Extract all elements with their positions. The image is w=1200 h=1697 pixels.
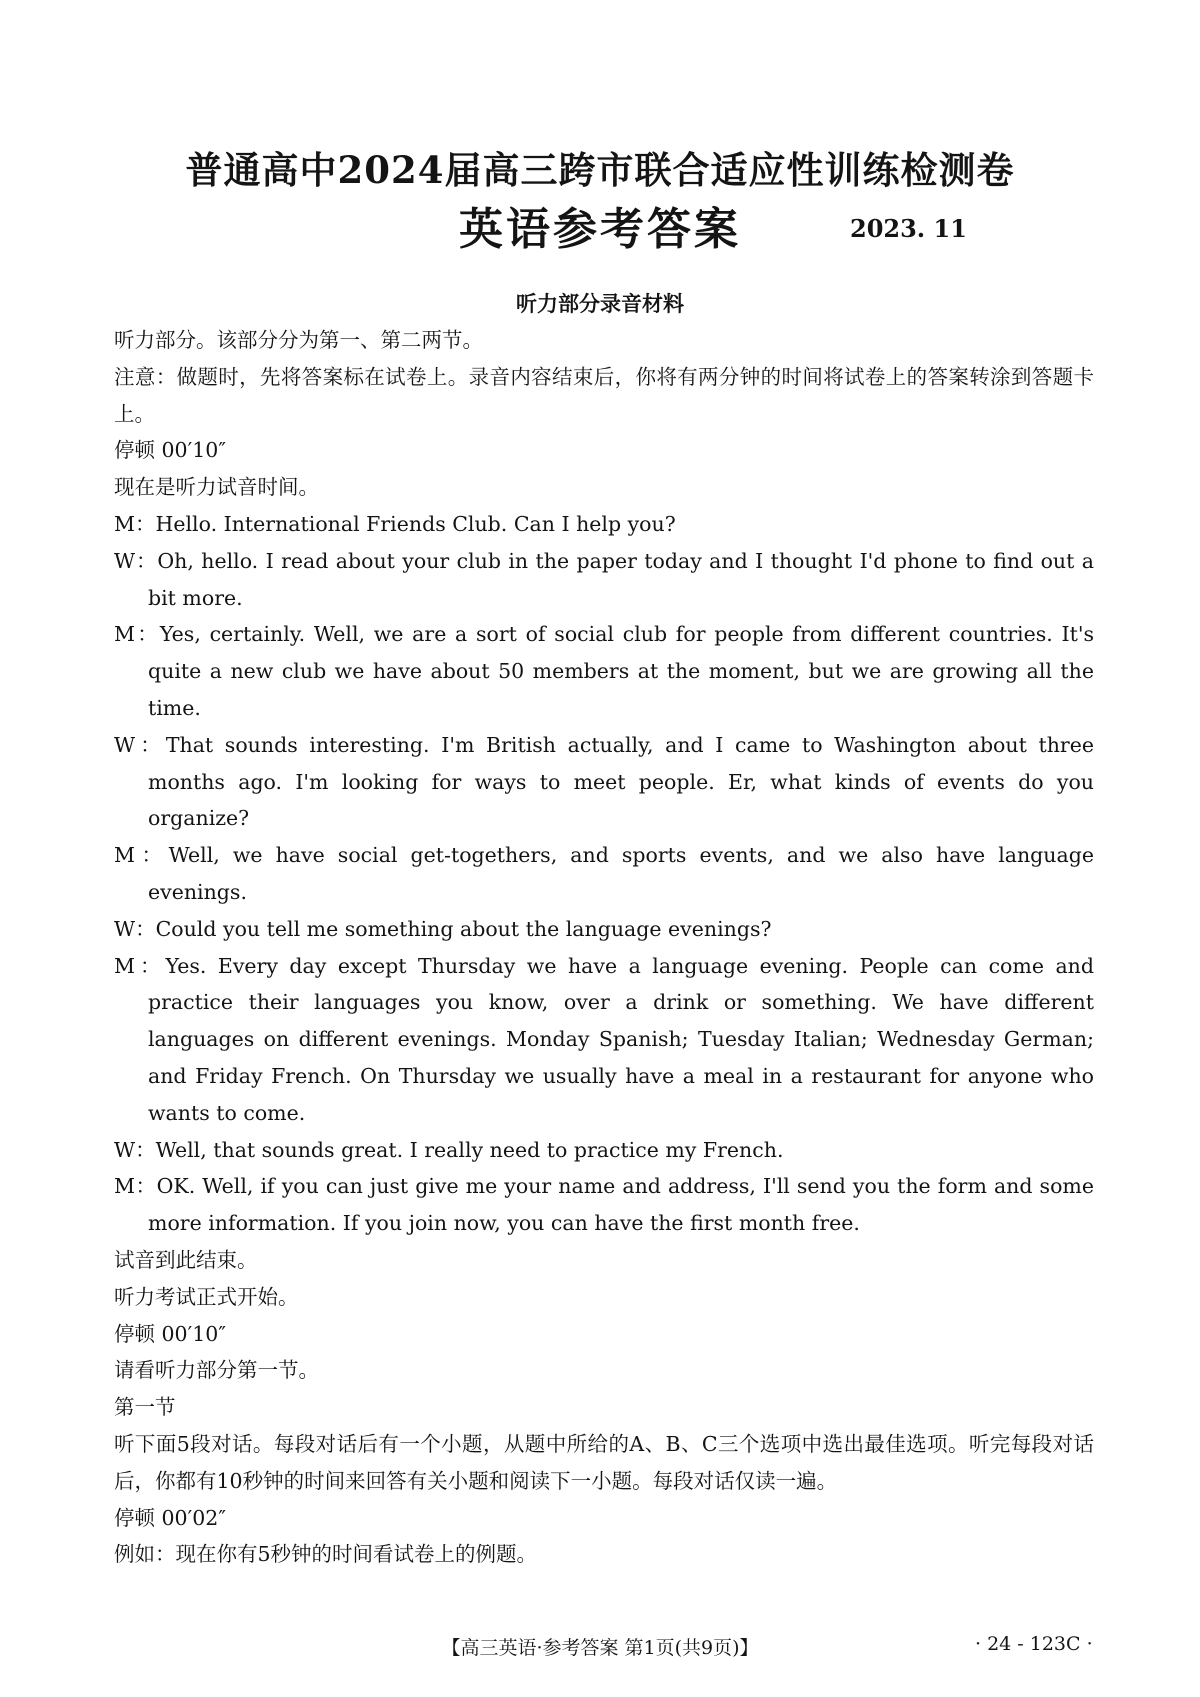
dialogue-line: M：Yes. Every day except Thursday we have a language evening. People can come and practice their languages you know, over a drink or something. We have different languages on different evenings. Monday Spanish; Tuesday Italian; Wednesday German; and Friday French. On Thursday we usually have a meal in a restaurant for anyone who wants to come. [114,953,1094,1125]
paper-code: · 24 - 123C · [975,1633,1093,1655]
dialogue-line: M：Yes, certainly. Well, we are a sort of social club for people from different countries. It's quite a new club we have about 50 members at the moment, but we are growing all the time. [114,622,1094,720]
transcript-body [114,322,1094,1573]
exam-title: 普通高中2024届高三跨市联合适应性训练检测卷 [185,148,1015,192]
paragraph: 第一节 [114,1395,176,1420]
paragraph: 听力部分。该部分分为第一、第二两节。 [114,328,483,352]
paragraph: 听力考试正式开始。 [114,1284,299,1309]
paragraph: 听下面5段对话。每段对话后有一个小题，从题中所给的A、B、C三个选项中选出最佳选项。听完每段对话后，你都有10秒钟的时间来回答有关小题和阅读下一小题。每段对话仅读一遍。 [114,1431,1094,1493]
paragraph: 请看听力部分第一节。 [114,1358,319,1383]
exam-date: 2023. 11 [850,214,967,243]
paragraph: 注意：做题时，先将答案标在试卷上。录音内容结束后，你将有两分钟的时间将试卷上的答案转涂到答题卡上。 [114,364,1094,426]
dialogue-line: M：Hello. International Friends Club. Can I help you? [114,511,676,536]
paragraph: 停顿 00′02″ [114,1505,226,1530]
paragraph: 停顿 00′10″ [114,438,226,463]
section-heading: 听力部分录音材料 [516,291,684,316]
dialogue-line: M：Well, we have social get-togethers, and sports events, and we also have language evenings. [114,843,1094,904]
dialogue-line: W：Well, that sounds great. I really need to practice my French. [114,1137,784,1162]
dialogue-line: W：Could you tell me something about the language evenings? [114,916,772,941]
dialogue-line: W：That sounds interesting. I'm British actually, and I came to Washington about three months ago. I'm looking for ways to meet people. Er, what kinds of events do you organize? [114,732,1094,831]
paragraph: 停顿 00′10″ [114,1321,226,1346]
paragraph: 试音到此结束。 [114,1247,258,1272]
page-number-label: 【高三英语·参考答案 第1页(共9页)】 [441,1637,759,1659]
dialogue-line: M：OK. Well, if you can just give me your name and address, I'll send you the form and some more information. If you join now, you can have the first month free. [114,1174,1094,1236]
paragraph: 现在是听力试音时间。 [114,475,319,500]
dialogue-line: W：Oh, hello. I read about your club in the paper today and I thought I'd phone to find out a bit more. [114,548,1094,610]
paragraph: 例如：现在你有5秒钟的时间看试卷上的例题。 [114,1542,538,1567]
answer-key-title: 英语参考答案 [459,204,741,255]
